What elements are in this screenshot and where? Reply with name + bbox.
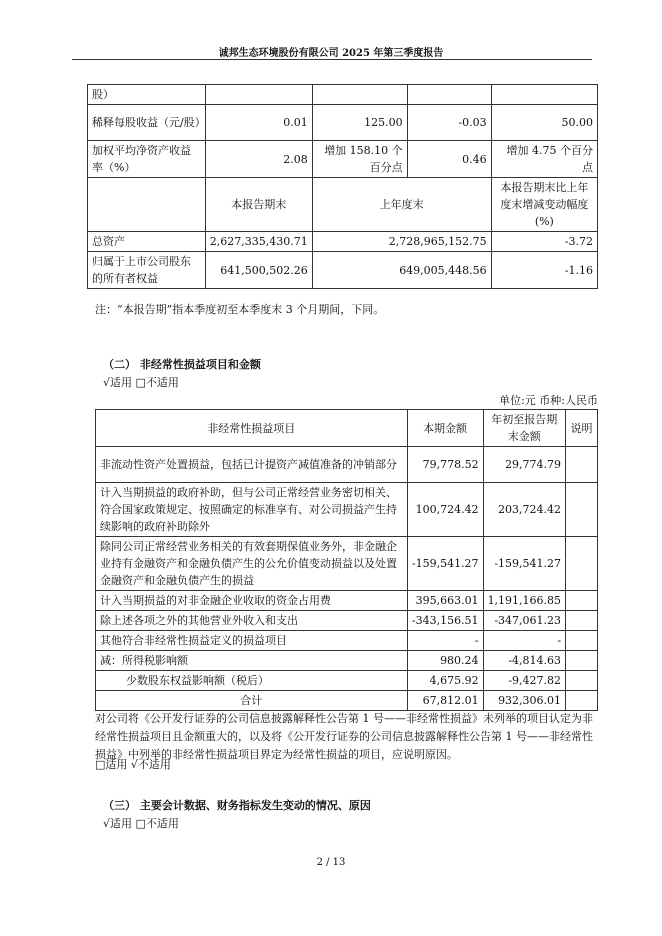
applicable-checkbox: √适用 □不适用 bbox=[103, 376, 179, 389]
row-label: 归属于上市公司股东的所有者权益 bbox=[88, 252, 206, 289]
cell-value: - bbox=[407, 631, 483, 651]
cell-value: 增加 158.10 个百分点 bbox=[312, 141, 407, 178]
column-header: 说明 bbox=[566, 410, 598, 447]
column-header: 本期金额 bbox=[407, 410, 483, 447]
cell-value: 增加 4.75 个百分点 bbox=[491, 141, 597, 178]
cell-value: 395,663.01 bbox=[407, 591, 483, 611]
cell-value: -1.16 bbox=[491, 252, 597, 289]
table-row bbox=[96, 671, 598, 691]
cell-value: -4,814.63 bbox=[483, 651, 565, 671]
applicable-checkbox-3: √适用 □不适用 bbox=[103, 817, 179, 830]
column-header: 年初至报告期末金额 bbox=[483, 410, 565, 447]
table-row bbox=[96, 651, 598, 671]
table-row bbox=[88, 141, 598, 178]
item-label: 除上述各项之外的其他营业外收入和支出 bbox=[96, 611, 408, 631]
key-financials-table bbox=[87, 84, 598, 289]
cell-value: -9,427.82 bbox=[483, 671, 565, 691]
cell-value: 0.46 bbox=[407, 141, 491, 178]
table-row bbox=[88, 252, 598, 289]
cell-value: -159,541.27 bbox=[407, 537, 483, 591]
report-header: 诚邦生态环境股份有限公司 2025 年第三季度报告 bbox=[218, 48, 444, 59]
cell-value: -343,156.51 bbox=[407, 611, 483, 631]
table-subheader bbox=[88, 178, 598, 232]
item-label: 除同公司正常经营业务相关的有效套期保值业务外，非金融企业持有金融资产和金融负债产生的公允价值变动损益以及处置金融资产和金融负债产生的损益 bbox=[96, 537, 408, 591]
applicable-checkbox-2: □适用 √不适用 bbox=[95, 758, 171, 771]
table-row bbox=[96, 611, 598, 631]
item-label: 减：所得税影响额 bbox=[96, 651, 408, 671]
period-note: 注：“本报告期”指本季度初至本季度末 3 个月期间，下同。 bbox=[95, 303, 385, 316]
cell-value: 203,724.42 bbox=[483, 483, 565, 537]
cell-value: - bbox=[483, 631, 565, 651]
table-row-total bbox=[96, 691, 598, 711]
cell-value: -347,061.23 bbox=[483, 611, 565, 631]
column-header: 本报告期末比上年度末增减变动幅度(%) bbox=[491, 178, 597, 232]
item-label: 非流动性资产处置损益，包括已计提资产减值准备的冲销部分 bbox=[96, 447, 408, 483]
section-3-title: （三） 主要会计数据、财务指标发生变动的情况、原因 bbox=[103, 799, 371, 812]
table-row bbox=[96, 483, 598, 537]
cell-value: 641,500,502.26 bbox=[205, 252, 312, 289]
table-row bbox=[88, 232, 598, 252]
cell-value: 2.08 bbox=[205, 141, 312, 178]
row-label: 加权平均净资产收益率（%） bbox=[88, 141, 206, 178]
cell-value: 100,724.42 bbox=[407, 483, 483, 537]
cell-value: 4,675.92 bbox=[407, 671, 483, 691]
header-rule bbox=[72, 59, 592, 60]
row-label: 稀释每股收益（元/股） bbox=[88, 105, 206, 141]
table-row bbox=[88, 85, 598, 105]
row-label: 股） bbox=[88, 85, 206, 105]
cell-value: 125.00 bbox=[312, 105, 407, 141]
cell-value: -3.72 bbox=[491, 232, 597, 252]
column-header: 本报告期末 bbox=[205, 178, 312, 232]
cell-value: 2,627,335,430.71 bbox=[205, 232, 312, 252]
table-row bbox=[96, 537, 598, 591]
cell-value: 932,306.01 bbox=[483, 691, 565, 711]
cell-value: 67,812.01 bbox=[407, 691, 483, 711]
explanation-paragraph: 对公司将《公开发行证券的公司信息披露解释性公告第 1 号——非经常性损益》未列举的项目认定为非经常性损益项目且金额重大的，以及将《公开发行证券的公司信息披露解释性公告第 1 号——非经常性损益》中列举的非经常性损益项目界定为经常性损益的项目，应说明原因。 bbox=[95, 712, 593, 761]
column-header: 非经常性损益项目 bbox=[96, 410, 408, 447]
cell-value: -0.03 bbox=[407, 105, 491, 141]
table-row bbox=[96, 591, 598, 611]
unit-label: 单位:元 币种:人民币 bbox=[499, 394, 598, 407]
non-recurring-items-table bbox=[95, 409, 598, 711]
table-row bbox=[96, 631, 598, 651]
item-label: 少数股东权益影响额（税后） bbox=[96, 671, 408, 691]
cell-value: 79,778.52 bbox=[407, 447, 483, 483]
cell-value: 0.01 bbox=[205, 105, 312, 141]
item-label: 其他符合非经常性损益定义的损益项目 bbox=[96, 631, 408, 651]
cell-value: 1,191,166.85 bbox=[483, 591, 565, 611]
section-2-title: （二） 非经常性损益项目和金额 bbox=[103, 358, 261, 371]
table-row bbox=[96, 447, 598, 483]
column-header: 上年度末 bbox=[312, 178, 491, 232]
table-row bbox=[88, 105, 598, 141]
item-label: 计入当期损益的对非金融企业收取的资金占用费 bbox=[96, 591, 408, 611]
item-label: 合计 bbox=[96, 691, 408, 711]
cell-value: 649,005,448.56 bbox=[312, 252, 491, 289]
cell-value: 29,774.79 bbox=[483, 447, 565, 483]
item-label: 计入当期损益的政府补助，但与公司正常经营业务密切相关、符合国家政策规定、按照确定的标准享有、对公司损益产生持续影响的政府补助除外 bbox=[96, 483, 408, 537]
cell-value: 980.24 bbox=[407, 651, 483, 671]
table-header bbox=[96, 410, 598, 447]
page-number: 2 / 13 bbox=[316, 857, 346, 868]
row-label: 总资产 bbox=[88, 232, 206, 252]
cell-value: 2,728,965,152.75 bbox=[312, 232, 491, 252]
cell-value: 50.00 bbox=[491, 105, 597, 141]
cell-value: -159,541.27 bbox=[483, 537, 565, 591]
